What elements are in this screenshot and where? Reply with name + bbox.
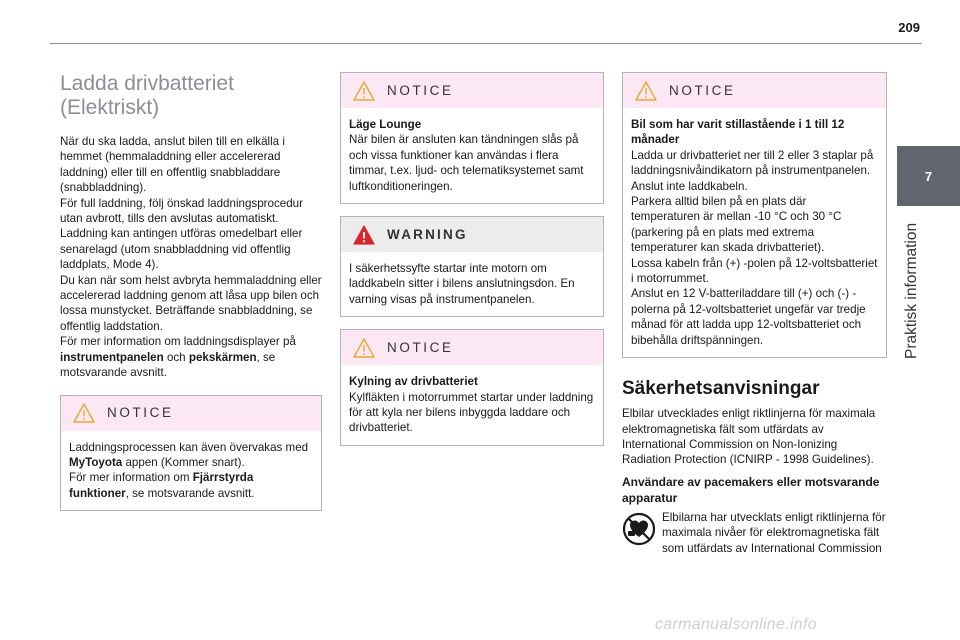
column-left bbox=[60, 72, 322, 523]
caution-triangle-icon bbox=[353, 81, 375, 101]
pacemaker-paragraph: Elbilarna har utvecklats enligt riktlinjerna för maximala nivåer för elektromagnetiska fält som utfärdats av International Commission bbox=[662, 510, 886, 555]
notice-body bbox=[61, 431, 321, 511]
charging-text: När du ska ladda, anslut bilen till en elkälla i hemmet (hemmaladdning eller accelererad laddning) eller till en offentlig snabbladdare (snabbladdning). För full laddning, följ önskad laddningsprocedur utan avbrott, tills den avslutas automatiskt. Laddning kan antingen utföras omedelbart eller senarelagd (utom snabbladdning vid offentlig laddplats, Mode 4). Du kan när som helst avbryta hemmaladdning eller accelererad laddning genom att låsa upp bilen och lossa munstycket. Beträffande snabbladdning, se offentlig laddstation. För mer information om laddningsdisplayer på bbox=[60, 135, 322, 349]
caution-triangle-icon bbox=[73, 403, 95, 423]
notice-text: Laddningsprocessen kan även övervakas med bbox=[69, 440, 309, 454]
notice-box-mytoyota bbox=[60, 395, 322, 512]
notice-box-lounge bbox=[340, 72, 604, 204]
charging-paragraph bbox=[60, 134, 322, 381]
header-divider bbox=[50, 43, 922, 44]
section-title-charging: Ladda drivbatteriet (Elektriskt) bbox=[60, 72, 234, 119]
chapter-number: 7 bbox=[924, 168, 933, 184]
notice-text: Ladda ur drivbatteriet ner till 2 eller 3 staplar på laddningsnivåindikatorn på instrumentpanelen. Anslut inte laddkabeln. Parkera alltid bilen på en plats där temperaturen är mellan -10 °C och 30 °C (parkering på en plats med extrema temperaturer kan skada drivbatteriet). Lossa kabeln från (+) -polen på 12-voltsbatteriet i motorrummet. Anslut en 12 V-batteriladdare till (+) och (-) -polerna på 12-voltsbatteriet ungefär var tredje månad för att ladda upp 12-voltsbatteriet och bibehålla driftspänningen. bbox=[631, 148, 878, 347]
safety-heading: Säkerhetsanvisningar bbox=[622, 378, 820, 400]
column-middle bbox=[340, 72, 604, 458]
notice-heading: Kylning av drivbatteriet bbox=[349, 375, 478, 389]
warning-header bbox=[341, 217, 603, 252]
notice-label: NOTICE bbox=[387, 340, 454, 356]
bold-instrument-panel: instrumentpanelen bbox=[60, 350, 164, 364]
pacemaker-row bbox=[622, 510, 887, 556]
safety-paragraph: Elbilar utvecklades enligt riktlinjerna för maximala elektromagnetiska fält som utfärdats av International Commission on Non-Ionizing Radiation Protection (ICNIRP - 1998 Guidelines). bbox=[622, 407, 876, 467]
chapter-title: Praktisk information bbox=[903, 222, 920, 359]
notice-header bbox=[623, 73, 886, 108]
notice-header bbox=[61, 396, 321, 431]
bold-mytoyota: MyToyota bbox=[69, 455, 123, 469]
bold-touchscreen: pekskärmen bbox=[188, 350, 257, 364]
page-number: 209 bbox=[898, 20, 920, 35]
chapter-tab[interactable] bbox=[897, 146, 960, 206]
watermark: carmanualsonline.info bbox=[655, 616, 817, 633]
notice-text-3: , se motsvarande avsnitt. bbox=[125, 486, 255, 500]
notice-header bbox=[341, 330, 603, 365]
chapter-side-label bbox=[896, 214, 926, 364]
notice-body bbox=[341, 108, 603, 203]
bold-remote-functions: Fjärrstyrda funktioner bbox=[69, 471, 254, 500]
notice-body bbox=[341, 365, 603, 445]
notice-body bbox=[623, 108, 886, 357]
caution-triangle-icon bbox=[353, 338, 375, 358]
notice-text: När bilen är ansluten kan tändningen slås på och vissa funktioner kan användas i flera timmar, t.ex. ljud- och telematiksystemet samt luftkonditioneringen. bbox=[349, 133, 584, 193]
notice-box-storage bbox=[622, 72, 887, 358]
notice-label: NOTICE bbox=[107, 405, 174, 421]
notice-label: NOTICE bbox=[387, 82, 454, 98]
charging-text-and: och bbox=[163, 350, 189, 364]
notice-header bbox=[341, 73, 603, 108]
pacemaker-heading: Användare av pacemakers eller motsvarande apparatur bbox=[622, 474, 880, 505]
notice-heading: Bil som har varit stillastående i 1 till 12 månader bbox=[631, 118, 845, 147]
warning-body: I säkerhetssyfte startar inte motorn om laddkabeln sitter i bilens anslutningsdon. En varning visas på instrumentpanelen. bbox=[349, 262, 575, 306]
column-right bbox=[622, 72, 887, 556]
notice-text: Kylfläkten i motorrummet startar under laddning för att kyla ner bilens inbyggda laddare och drivbatteriet. bbox=[349, 390, 594, 435]
notice-text-2: appen (Kommer snart). För mer information om bbox=[69, 455, 245, 485]
notice-box-cooling bbox=[340, 329, 604, 446]
no-pacemaker-icon bbox=[622, 512, 656, 546]
notice-heading: Läge Lounge bbox=[349, 118, 422, 131]
caution-triangle-icon bbox=[635, 81, 657, 101]
notice-label: NOTICE bbox=[669, 82, 736, 98]
warning-triangle-icon bbox=[353, 225, 375, 245]
charging-text-end: , se motsvarande avsnitt. bbox=[60, 350, 276, 380]
warning-label: WARNING bbox=[387, 226, 468, 242]
warning-box bbox=[340, 216, 604, 317]
